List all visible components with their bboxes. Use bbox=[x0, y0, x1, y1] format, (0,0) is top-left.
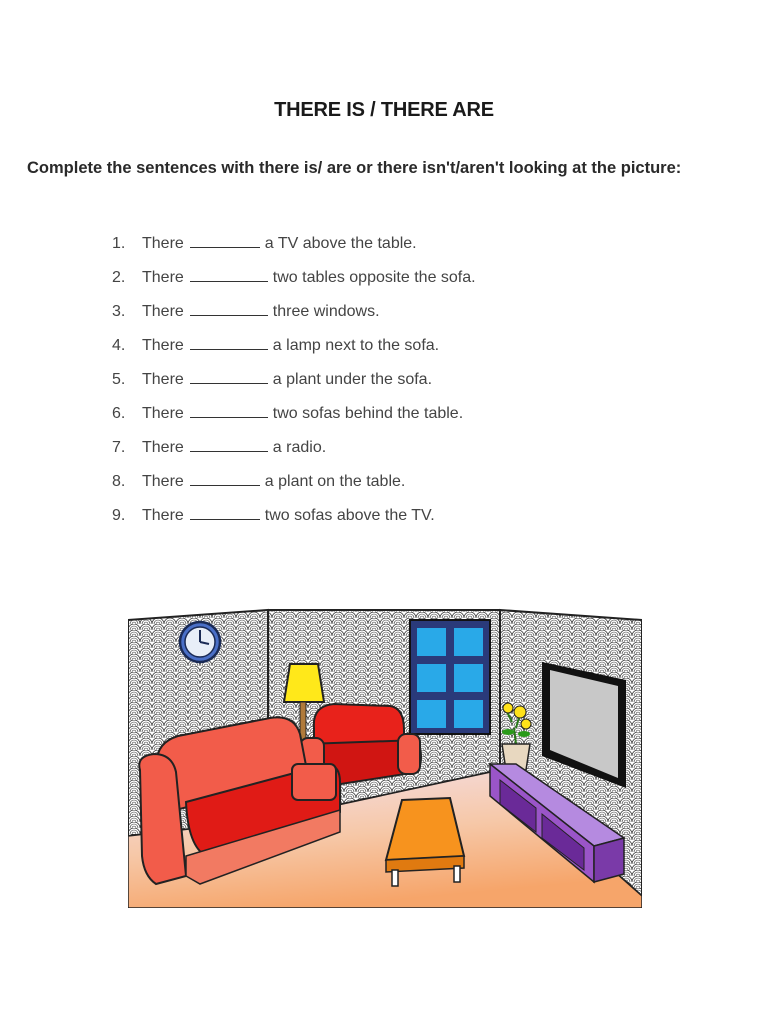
item-number: 8. bbox=[112, 473, 126, 490]
answer-blank[interactable] bbox=[190, 335, 268, 350]
window-icon bbox=[410, 620, 490, 734]
exercise-item-2 bbox=[112, 264, 476, 298]
exercise-item-5 bbox=[112, 366, 476, 400]
item-start: There bbox=[142, 507, 184, 524]
answer-blank[interactable] bbox=[190, 471, 260, 486]
answer-blank[interactable] bbox=[190, 267, 268, 282]
page-title: THERE IS / THERE ARE bbox=[274, 99, 494, 121]
living-room-illustration bbox=[128, 606, 642, 908]
instructions-text: Complete the sentences with there is/ are or there isn't/aren't looking at the picture: bbox=[27, 159, 682, 177]
item-end: two tables opposite the sofa. bbox=[272, 269, 476, 286]
exercise-item-8 bbox=[112, 468, 476, 502]
item-end: a plant on the table. bbox=[264, 473, 406, 490]
exercise-item-7 bbox=[112, 434, 476, 468]
answer-blank[interactable] bbox=[190, 369, 268, 384]
item-end: a TV above the table. bbox=[264, 235, 417, 252]
item-number: 4. bbox=[112, 337, 126, 354]
exercise-item-6 bbox=[112, 400, 476, 434]
item-number: 3. bbox=[112, 303, 126, 320]
item-start: There bbox=[142, 235, 184, 252]
exercise-item-4 bbox=[112, 332, 476, 366]
item-start: There bbox=[142, 337, 184, 354]
item-start: There bbox=[142, 473, 184, 490]
item-start: There bbox=[142, 439, 184, 456]
item-number: 5. bbox=[112, 371, 126, 388]
item-number: 7. bbox=[112, 439, 126, 456]
item-number: 6. bbox=[112, 405, 126, 422]
answer-blank[interactable] bbox=[190, 437, 268, 452]
item-end: a plant under the sofa. bbox=[272, 371, 433, 388]
item-end: two sofas above the TV. bbox=[264, 507, 435, 524]
item-start: There bbox=[142, 303, 184, 320]
exercise-item-1 bbox=[112, 230, 476, 264]
answer-blank[interactable] bbox=[190, 301, 268, 316]
answer-blank[interactable] bbox=[190, 403, 268, 418]
item-start: There bbox=[142, 405, 184, 422]
item-start: There bbox=[142, 371, 184, 388]
item-end: a lamp next to the sofa. bbox=[272, 337, 440, 354]
item-end: a radio. bbox=[272, 439, 327, 456]
exercise-list bbox=[112, 230, 476, 536]
item-end: three windows. bbox=[272, 303, 380, 320]
item-number: 9. bbox=[112, 507, 126, 524]
clock-icon bbox=[180, 622, 220, 662]
item-end: two sofas behind the table. bbox=[272, 405, 464, 422]
item-number: 2. bbox=[112, 269, 126, 286]
exercise-item-9 bbox=[112, 502, 476, 536]
answer-blank[interactable] bbox=[190, 233, 260, 248]
exercise-item-3 bbox=[112, 298, 476, 332]
answer-blank[interactable] bbox=[190, 505, 260, 520]
item-start: There bbox=[142, 269, 184, 286]
item-number: 1. bbox=[112, 235, 126, 252]
